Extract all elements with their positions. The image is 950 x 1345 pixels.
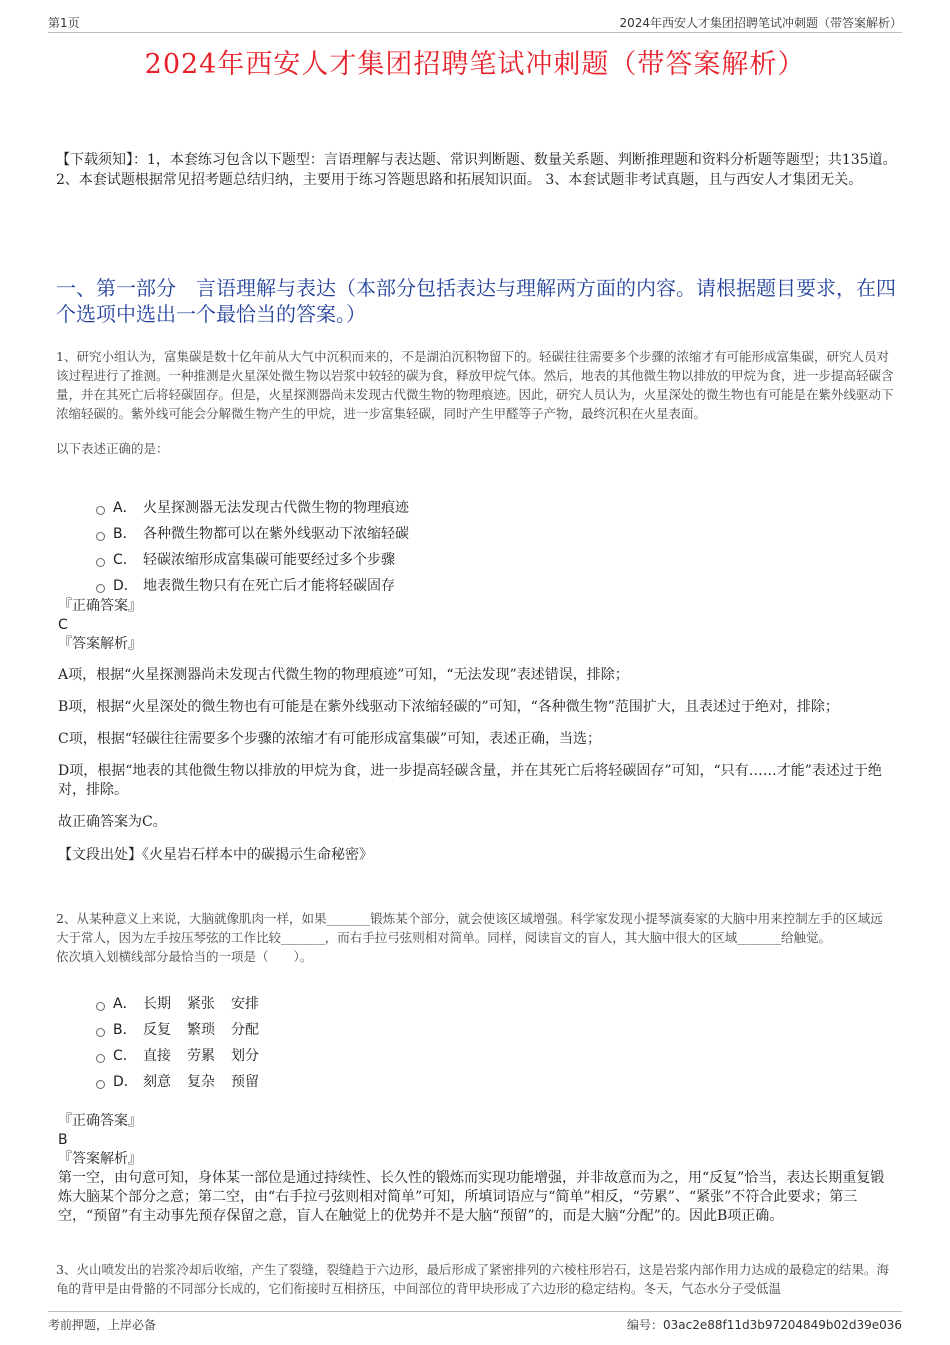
question-1-prompt: 以下表述正确的是： — [56, 441, 169, 456]
answer-label: 『正确答案』 — [58, 1113, 142, 1129]
header-title: 2024年西安人才集团招聘笔试冲刺题（带答案解析） — [619, 16, 902, 30]
radio-icon[interactable] — [96, 1002, 105, 1011]
option-d[interactable]: D． 刻意 复杂 预留 — [96, 1068, 275, 1094]
option-b[interactable]: B． 各种微生物都可以在紫外线驱动下浓缩轻碳 — [96, 520, 409, 546]
option-a[interactable]: A． 长期 紧张 安排 — [96, 990, 275, 1016]
option-c[interactable]: C． 轻碳浓缩形成富集碳可能要经过多个步骤 — [96, 546, 409, 572]
analysis-c: C项，根据“轻碳往往需要多个步骤的浓缩才有可能形成富集碳”可知，表述正确，当选； — [58, 731, 602, 747]
passage-source: 【文段出处】《火星岩石样本中的碳揭示生命秘密》 — [58, 847, 373, 863]
question-2-stem — [56, 909, 895, 966]
correct-answer: C — [58, 617, 68, 633]
footer-slogan: 考前押题，上岸必备 — [48, 1318, 157, 1332]
question-3-stem — [56, 1260, 895, 1300]
analysis-text: 第一空，由句意可知，身体某一部位是通过持续性、长久性的锻炼而实现功能增强，并非故意而为之，用“反复”恰当，表达长期重复锻炼大脑某个部分之意；第二空，由“右手拉弓弦则相对简单”可知，所填词语应与“简单”相反，“劳累”、“紧张”不符合此要求；第三空，“预留”有主动事先预存保留之意，盲人在触觉上的优势并不是大脑“预留”的，而是大脑“分配”的。因此B项正确。 — [58, 1170, 885, 1224]
serial-number: 03ac2e88f11d3b97204849b02d39e036 — [662, 1318, 902, 1332]
section-title: 一、第一部分 言语理解与表达（本部分包括表达与理解两方面的内容。请根据题目要求，在四个选项中选出一个最恰当的答案。） — [56, 276, 896, 326]
question-2-answer — [58, 1112, 890, 1226]
radio-icon[interactable] — [96, 1080, 105, 1089]
analysis-d: D项，根据“地表的其他微生物以排放的甲烷为食，进一步提高轻碳含量，并在其死亡后将轻碳固存”可知，“只有……才能”表述过于绝对，排除。 — [58, 763, 882, 798]
footer-serial: 编号：03ac2e88f11d3b97204849b02d39e036 — [626, 1318, 902, 1332]
option-d[interactable]: D． 地表微生物只有在死亡后才能将轻碳固存 — [96, 572, 409, 598]
radio-icon[interactable] — [96, 1028, 105, 1037]
question-2-text: 2、从某种意义上来说，大脑就像肌肉一样，如果_______锻炼某个部分，就会使该区域增强。科学家发现小提琴演奏家的大脑中用来控制左手的区域远大于常人，因为左手按压琴弦的工作比较_______，而右手拉弓弦则相对简单。同样，阅读盲文的盲人，其大脑中很大的区域_______给触觉。 — [56, 911, 883, 945]
document-title: 2024年西安人才集团招聘笔试冲刺题（带答案解析） — [144, 49, 806, 80]
radio-icon[interactable] — [96, 532, 105, 541]
question-2-options — [96, 990, 275, 1094]
radio-icon[interactable] — [96, 506, 105, 515]
question-1-text: 1、研究小组认为，富集碳是数十亿年前从大气中沉积而来的，不是湖泊沉积物留下的。轻碳往往需要多个步骤的浓缩才有可能形成富集碳，研究人员对该过程进行了推测。一种推测是火星深处微生物以岩浆中较轻的碳为食，释放甲烷气体。然后，地表的其他微生物以排放的甲烷为食，进一步提高轻碳含量，并在其死亡后将轻碳固存。但是，火星探测器尚未发现古代微生物的物理痕迹。因此，研究人员认为，火星深处的微生物也有可能是在紫外线驱动下浓缩轻碳的。紫外线可能会分解微生物产生的甲烷，进一步富集轻碳，同时产生甲醛等子产物，最终沉积在火星表面。 — [56, 349, 894, 421]
page-footer — [48, 1311, 902, 1334]
page-number: 第1页 — [48, 16, 80, 30]
analysis-conclusion: 故正确答案为C。 — [58, 814, 167, 830]
question-1-stem — [56, 347, 895, 458]
option-a[interactable]: A． 火星探测器无法发现古代微生物的物理痕迹 — [96, 494, 409, 520]
analysis-a: A项，根据“火星探测器尚未发现古代微生物的物理痕迹”可知，“无法发现”表述错误，排除； — [58, 667, 629, 683]
page-header — [48, 10, 902, 33]
download-notice: 【下载须知】：1，本套练习包含以下题型：言语理解与表达题、常识判断题、数量关系题、判断推理题和资料分析题等题型；共135道。 2、本套试题根据常见招考题总结归纳，主要用于练习答题思路和拓展知识面。 3、本套试题非考试真题，且与西安人才集团无关。 — [56, 152, 897, 188]
option-b[interactable]: B． 反复 繁琐 分配 — [96, 1016, 275, 1042]
question-3-text: 3、火山喷发出的岩浆冷却后收缩，产生了裂缝，裂缝趋于六边形，最后形成了紧密排列的六棱柱形岩石，这是岩浆内部作用力达成的最稳定的结果。海龟的背甲是由骨骼的不同部分长成的，它们衔接时互相挤压，中间部位的背甲块形成了六边形的稳定结构。冬天，气态水分子受低温 — [56, 1262, 889, 1296]
option-c[interactable]: C． 直接 劳累 划分 — [96, 1042, 275, 1068]
answer-label: 『正确答案』 — [58, 598, 142, 614]
analysis-label: 『答案解析』 — [58, 636, 142, 652]
analysis-label: 『答案解析』 — [58, 1151, 142, 1167]
analysis-b: B项，根据“火星深处的微生物也有可能是在紫外线驱动下浓缩轻碳的”可知，“各种微生物”范围扩大，且表述过于绝对，排除； — [58, 699, 839, 715]
radio-icon[interactable] — [96, 584, 105, 593]
question-1-options — [96, 494, 409, 598]
question-2-prompt: 依次填入划横线部分最恰当的一项是（ ）。 — [56, 949, 313, 964]
radio-icon[interactable] — [96, 558, 105, 567]
radio-icon[interactable] — [96, 1054, 105, 1063]
correct-answer: B — [58, 1132, 68, 1148]
question-1-answer — [58, 597, 890, 865]
